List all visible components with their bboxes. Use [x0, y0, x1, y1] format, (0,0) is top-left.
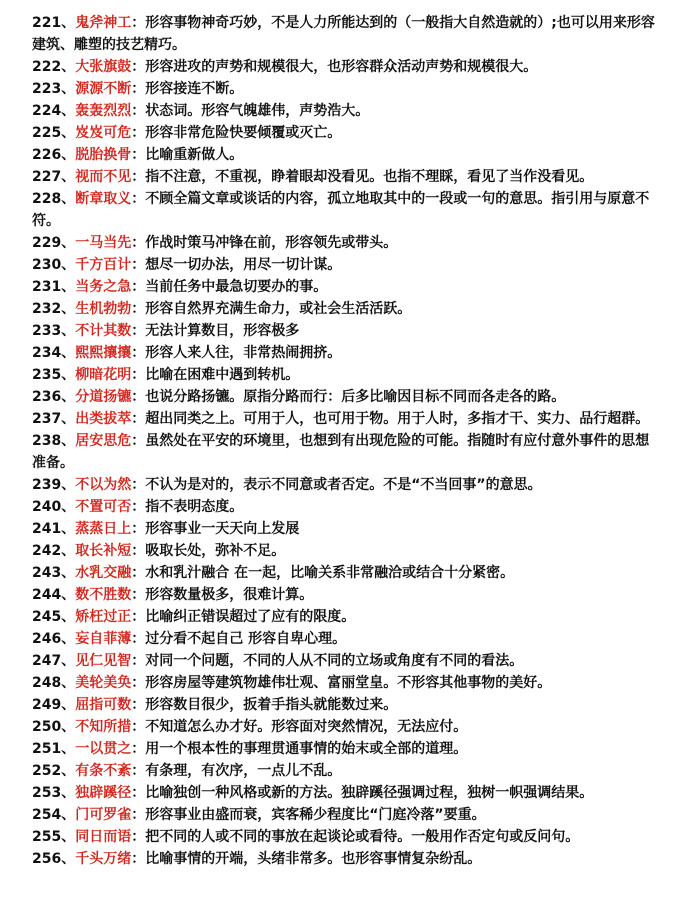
idiom-definition: 形容房屋等建筑物雄伟壮观、富丽堂皇。不形容其他事物的美好。: [145, 675, 552, 691]
entry-number: 249: [32, 697, 62, 713]
entry-colon: ：: [131, 499, 146, 515]
entry-colon: ：: [131, 257, 146, 273]
entry-separator: 、: [61, 235, 76, 251]
entry-separator: 、: [61, 411, 76, 427]
entry-colon: ：: [131, 411, 146, 427]
entry-number: 251: [32, 741, 62, 757]
idiom-term: 当务之急: [75, 279, 132, 295]
idiom-entry: [32, 56, 662, 78]
entry-colon: ：: [131, 785, 146, 801]
entry-colon: ：: [131, 587, 146, 603]
entry-colon: ：: [131, 367, 146, 383]
entry-separator: 、: [61, 103, 76, 119]
idiom-definition: 不知道怎么办才好。形容面对突然情况，无法应付。: [145, 719, 468, 735]
idiom-definition: 比喻纠正错误超过了应有的限度。: [145, 609, 356, 625]
entry-colon: ：: [131, 323, 146, 339]
idiom-term: 门可罗雀: [75, 807, 132, 823]
idiom-term: 柳暗花明: [75, 367, 132, 383]
idiom-entry: [32, 496, 662, 518]
idiom-entry: [32, 188, 662, 232]
idiom-term: 一以贯之: [75, 741, 132, 757]
entry-colon: ：: [131, 81, 146, 97]
entry-colon: ：: [131, 807, 146, 823]
entry-number: 224: [32, 103, 62, 119]
idiom-term: 数不胜数: [75, 587, 132, 603]
idiom-definition: 形容数量极多，很难计算。: [145, 587, 314, 603]
entry-colon: ：: [131, 763, 146, 779]
entry-number: 247: [32, 653, 62, 669]
entry-colon: ：: [131, 653, 146, 669]
entry-separator: 、: [61, 499, 76, 515]
idiom-entry: [32, 782, 662, 804]
idiom-definition: 超出同类之上。可用于人，也可用于物。用于人时，多指才干、实力、品行超群。: [145, 411, 650, 427]
entry-number: 229: [32, 235, 62, 251]
idiom-term: 妄自菲薄: [75, 631, 132, 647]
idiom-entry: [32, 254, 662, 276]
idiom-definition: 作战时策马冲锋在前，形容领先或带头。: [145, 235, 398, 251]
idiom-definition: 形容数目很少，扳着手指头就能数过来。: [145, 697, 398, 713]
idiom-definition: 过分看不起自己 形容自卑心理。: [145, 631, 347, 647]
entry-colon: ：: [131, 103, 146, 119]
idiom-entry: [32, 408, 662, 430]
idiom-definition: 形容事业由盛而衰，宾客稀少程度比“门庭冷落”要重。: [145, 807, 486, 823]
idiom-definition: 形容事业一天天向上发展: [145, 521, 300, 537]
entry-separator: 、: [61, 279, 76, 295]
idiom-term: 不置可否: [75, 499, 132, 515]
entry-colon: ：: [131, 389, 146, 405]
idiom-entry: [32, 12, 662, 56]
idiom-definition: 把不同的人或不同的事放在起谈论或看待。一般用作否定句或反问句。: [145, 829, 580, 845]
idiom-term: 不知所措: [75, 719, 132, 735]
idiom-term: 一马当先: [75, 235, 132, 251]
entry-separator: 、: [61, 653, 76, 669]
idiom-term: 岌岌可危: [75, 125, 132, 141]
idiom-definition: 当前任务中最急切要办的事。: [145, 279, 328, 295]
entry-number: 253: [32, 785, 62, 801]
entry-colon: ：: [131, 609, 146, 625]
entry-separator: 、: [61, 191, 76, 207]
idiom-entry: [32, 540, 662, 562]
entry-separator: 、: [61, 477, 76, 493]
entry-separator: 、: [61, 609, 76, 625]
idiom-entry: [32, 166, 662, 188]
idiom-definition: 比喻事情的开端，头绪非常多。也形容事情复杂纷乱。: [145, 851, 482, 867]
idiom-definition: 形容人来人往，非常热闹拥挤。: [145, 345, 342, 361]
idiom-entry: [32, 804, 662, 826]
idiom-entry: [32, 78, 662, 100]
idiom-definition: 形容非常危险快要倾覆或灭亡。: [145, 125, 342, 141]
idiom-entry: [32, 650, 662, 672]
entry-number: 223: [32, 81, 62, 97]
entry-separator: 、: [61, 675, 76, 691]
entry-separator: 、: [61, 697, 76, 713]
entry-separator: 、: [61, 543, 76, 559]
entry-separator: 、: [61, 301, 76, 317]
idiom-entry: [32, 672, 662, 694]
entry-colon: ：: [131, 279, 146, 295]
entry-number: 241: [32, 521, 62, 537]
idiom-entry: [32, 628, 662, 650]
entry-separator: 、: [61, 587, 76, 603]
entry-number: 234: [32, 345, 62, 361]
idiom-entry: [32, 584, 662, 606]
entry-separator: 、: [61, 345, 76, 361]
idiom-term: 蒸蒸日上: [75, 521, 132, 537]
entry-separator: 、: [61, 125, 76, 141]
entry-colon: ：: [131, 719, 146, 735]
idiom-definition: 比喻在困难中遇到转机。: [145, 367, 300, 383]
idiom-definition: 有条理，有次序，一点儿不乱。: [145, 763, 342, 779]
entry-colon: ：: [131, 59, 146, 75]
entry-colon: ：: [131, 345, 146, 361]
idiom-definition: 水和乳汁融合 在一起，比喻关系非常融洽或结合十分紧密。: [145, 565, 515, 581]
entry-separator: 、: [61, 807, 76, 823]
entry-separator: 、: [61, 81, 76, 97]
entry-number: 221: [32, 15, 62, 31]
idiom-term: 源源不断: [75, 81, 132, 97]
entry-colon: ：: [131, 15, 146, 31]
entry-colon: ：: [131, 147, 146, 163]
entry-number: 252: [32, 763, 62, 779]
idiom-definition: 指不表明态度。: [145, 499, 244, 515]
idiom-entry: [32, 562, 662, 584]
entry-separator: 、: [61, 15, 76, 31]
entry-colon: ：: [131, 125, 146, 141]
idiom-term: 视而不见: [75, 169, 132, 185]
entry-colon: ：: [131, 543, 146, 559]
idiom-definition: 指不注意，不重视，睁着眼却没看见。也指不理睬，看见了当作没看见。: [145, 169, 594, 185]
idiom-entry: [32, 386, 662, 408]
entry-separator: 、: [61, 323, 76, 339]
entry-separator: 、: [61, 389, 76, 405]
entry-separator: 、: [61, 829, 76, 845]
entry-number: 230: [32, 257, 62, 273]
entry-number: 242: [32, 543, 62, 559]
idiom-term: 同日而语: [75, 829, 132, 845]
idiom-term: 千方百计: [75, 257, 132, 273]
entry-separator: 、: [61, 147, 76, 163]
entry-colon: ：: [131, 521, 146, 537]
entry-colon: ：: [131, 477, 146, 493]
entry-number: 235: [32, 367, 62, 383]
entry-number: 244: [32, 587, 62, 603]
entry-number: 254: [32, 807, 62, 823]
idiom-definition: 吸取长处，弥补不足。: [145, 543, 286, 559]
idiom-term: 脱胎换骨: [75, 147, 132, 163]
entry-colon: ：: [131, 191, 146, 207]
entry-number: 238: [32, 433, 62, 449]
entry-separator: 、: [61, 741, 76, 757]
entry-number: 248: [32, 675, 62, 691]
entry-separator: 、: [61, 521, 76, 537]
idiom-definition: 虽然处在平安的环境里，也想到有出现危险的可能。指随时有应付意外事件的思想准备。: [32, 433, 650, 471]
idiom-entry: [32, 100, 662, 122]
idiom-definition: 形容事物神奇巧妙，不是人力所能达到的（一般指大自然造就的）;也可以用来形容建筑、雕塑的技艺精巧。: [32, 15, 655, 53]
idiom-definition: 不认为是对的，表示不同意或者否定。不是“不当回事”的意思。: [145, 477, 542, 493]
entry-colon: ：: [131, 631, 146, 647]
idiom-term: 轰轰烈烈: [75, 103, 132, 119]
idiom-definition: 用一个根本性的事理贯通事情的始末或全部的道理。: [145, 741, 468, 757]
idiom-term: 大张旗鼓: [75, 59, 132, 75]
entry-number: 246: [32, 631, 62, 647]
entry-number: 222: [32, 59, 62, 75]
idiom-definition: 形容自然界充满生命力，或社会生活活跃。: [145, 301, 412, 317]
idiom-entry: [32, 738, 662, 760]
idiom-term: 取长补短: [75, 543, 132, 559]
entry-number: 231: [32, 279, 62, 295]
idiom-term: 独辟蹊径: [75, 785, 132, 801]
idiom-entry: [32, 298, 662, 320]
entry-separator: 、: [61, 631, 76, 647]
idiom-entry: [32, 606, 662, 628]
entry-number: 236: [32, 389, 62, 405]
idiom-definition: 比喻独创一种风格或新的方法。独辟蹊径强调过程，独树一帜强调结果。: [145, 785, 594, 801]
idiom-definition: 状态词。形容气魄雄伟，声势浩大。: [145, 103, 370, 119]
entry-colon: ：: [131, 675, 146, 691]
entry-number: 228: [32, 191, 62, 207]
entry-colon: ：: [131, 741, 146, 757]
idiom-entry: [32, 144, 662, 166]
entry-number: 255: [32, 829, 62, 845]
entry-number: 245: [32, 609, 62, 625]
idiom-term: 熙熙攘攘: [75, 345, 132, 361]
entry-colon: ：: [131, 829, 146, 845]
entry-number: 226: [32, 147, 62, 163]
entry-colon: ：: [131, 301, 146, 317]
entry-separator: 、: [61, 719, 76, 735]
idiom-definition: 形容进攻的声势和规模很大，也形容群众活动声势和规模很大。: [145, 59, 538, 75]
idiom-term: 千头万绪: [75, 851, 132, 867]
idiom-entry: [32, 122, 662, 144]
idiom-term: 屈指可数: [75, 697, 132, 713]
idiom-term: 不以为然: [75, 477, 132, 493]
entry-number: 225: [32, 125, 62, 141]
idiom-term: 分道扬镳: [75, 389, 132, 405]
idiom-term: 鬼斧神工: [75, 15, 132, 31]
entry-separator: 、: [61, 367, 76, 383]
idiom-term: 不计其数: [75, 323, 132, 339]
idiom-entry: [32, 342, 662, 364]
entry-colon: ：: [131, 851, 146, 867]
entry-separator: 、: [61, 785, 76, 801]
entry-separator: 、: [61, 257, 76, 273]
entry-colon: ：: [131, 433, 146, 449]
idiom-term: 居安思危: [75, 433, 132, 449]
idiom-entry: [32, 760, 662, 782]
entry-colon: ：: [131, 697, 146, 713]
entry-number: 240: [32, 499, 62, 515]
idiom-term: 断章取义: [75, 191, 132, 207]
idiom-definition: 想尽一切办法，用尽一切计谋。: [145, 257, 342, 273]
idiom-definition: 形容接连不断。: [145, 81, 244, 97]
idiom-entry: [32, 276, 662, 298]
idiom-entry: [32, 518, 662, 540]
idiom-entry: [32, 826, 662, 848]
entry-colon: ：: [131, 235, 146, 251]
idiom-entry: [32, 430, 662, 474]
entry-separator: 、: [61, 851, 76, 867]
idiom-entry: [32, 694, 662, 716]
entry-colon: ：: [131, 565, 146, 581]
idiom-term: 有条不紊: [75, 763, 132, 779]
entry-number: 233: [32, 323, 62, 339]
idiom-entry: [32, 474, 662, 496]
idiom-definition: 对同一个问题，不同的人从不同的立场或角度有不同的看法。: [145, 653, 524, 669]
entry-separator: 、: [61, 433, 76, 449]
idiom-entry: [32, 364, 662, 386]
entry-number: 237: [32, 411, 62, 427]
idiom-term: 美轮美奂: [75, 675, 132, 691]
idiom-term: 生机勃勃: [75, 301, 132, 317]
entry-number: 243: [32, 565, 62, 581]
entry-separator: 、: [61, 763, 76, 779]
idiom-definition: 比喻重新做人。: [145, 147, 244, 163]
entry-number: 256: [32, 851, 62, 867]
entry-number: 239: [32, 477, 62, 493]
idiom-term: 水乳交融: [75, 565, 132, 581]
idiom-term: 矫枉过正: [75, 609, 132, 625]
idiom-entry: [32, 232, 662, 254]
entry-separator: 、: [61, 565, 76, 581]
entry-colon: ：: [131, 169, 146, 185]
entry-number: 227: [32, 169, 62, 185]
entry-number: 232: [32, 301, 62, 317]
entry-separator: 、: [61, 59, 76, 75]
idiom-entry: [32, 320, 662, 342]
idiom-entry: [32, 848, 662, 870]
entry-number: 250: [32, 719, 62, 735]
idiom-term: 见仁见智: [75, 653, 132, 669]
idiom-definition: 无法计算数目，形容极多: [145, 323, 300, 339]
idiom-definition: 不顾全篇文章或谈话的内容，孤立地取其中的一段或一句的意思。指引用与原意不符。: [32, 191, 650, 229]
idiom-entry: [32, 716, 662, 738]
idiom-term: 出类拔萃: [75, 411, 132, 427]
idiom-definition: 也说分路扬镳。原指分路而行：后多比喻因目标不同而各走各的路。: [145, 389, 566, 405]
entry-separator: 、: [61, 169, 76, 185]
